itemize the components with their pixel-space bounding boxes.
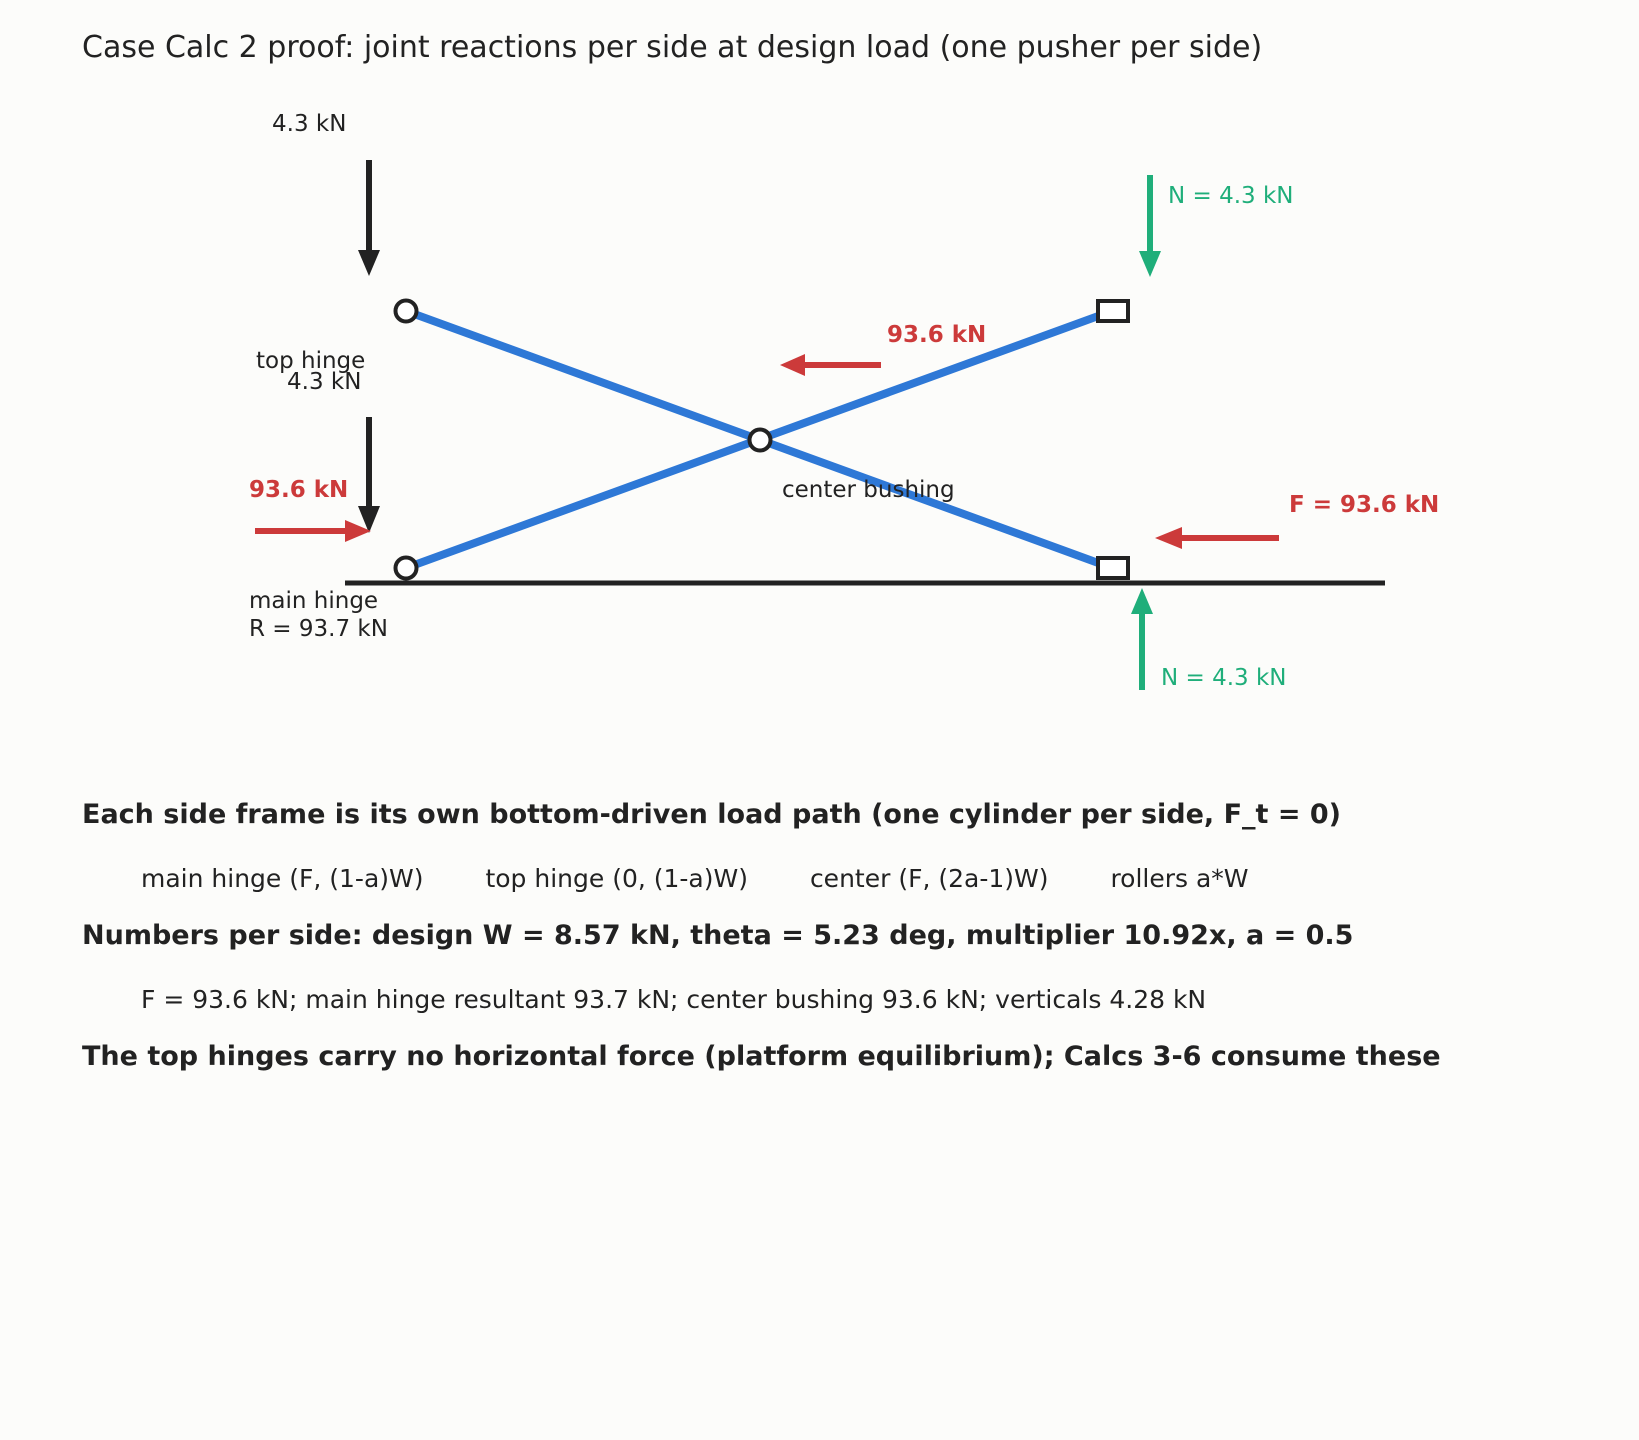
applied-force-label: F = 93.6 kN bbox=[1289, 492, 1440, 518]
notes-item-rollers: rollers a*W bbox=[1110, 864, 1249, 893]
center-force-arrow bbox=[780, 354, 881, 376]
applied-force-arrow bbox=[1155, 527, 1279, 549]
page-title: Case Calc 2 proof: joint reactions per side at design load (one pusher per side) bbox=[82, 30, 1263, 65]
notes-item-center: center (F, (2a-1)W) bbox=[809, 864, 1049, 893]
main-hinge-force-label: 93.6 kN bbox=[249, 477, 349, 503]
notes-item-main-hinge: main hinge (F, (1-a)W) bbox=[141, 864, 424, 893]
top-roller-normal-label: N = 4.3 kN bbox=[1168, 183, 1294, 209]
center-bushing-joint bbox=[750, 430, 771, 451]
bottom-roller-normal-label: N = 4.3 kN bbox=[1161, 665, 1287, 691]
main-hinge-force-arrow bbox=[255, 520, 371, 542]
bottom-vertical-load-arrow bbox=[358, 417, 380, 533]
top-roller-block bbox=[1098, 301, 1128, 321]
bottom-roller-normal-arrow bbox=[1131, 588, 1153, 690]
notes-line-1: Each side frame is its own bottom-driven load path (one cylinder per side, F_t = 0) bbox=[82, 799, 1341, 830]
notes-joint-items bbox=[141, 864, 1303, 893]
top-vertical-load-arrow bbox=[358, 160, 380, 276]
main-hinge-label: main hinge bbox=[249, 588, 379, 614]
bottom-roller-block bbox=[1098, 558, 1128, 578]
notes-item-top-hinge: top hinge (0, (1-a)W) bbox=[485, 864, 748, 893]
top-roller-normal-arrow bbox=[1139, 175, 1161, 277]
notes-values: F = 93.6 kN; main hinge resultant 93.7 kN; center bushing 93.6 kN; verticals 4.28 kN bbox=[141, 985, 1207, 1014]
top-vertical-load-label: 4.3 kN bbox=[272, 111, 347, 137]
top-hinge-label: top hinge bbox=[256, 348, 366, 374]
top-hinge-joint bbox=[396, 301, 417, 322]
center-bushing-label: center bushing bbox=[782, 477, 955, 503]
main-hinge-resultant-label: R = 93.7 kN bbox=[249, 616, 388, 642]
main-hinge-joint bbox=[396, 558, 417, 579]
notes-line-3: The top hinges carry no horizontal force (platform equilibrium); Calcs 3-6 consume these bbox=[82, 1041, 1441, 1072]
bottom-vertical-load-label: 4.3 kN bbox=[287, 369, 362, 395]
notes-line-2: Numbers per side: design W = 8.57 kN, theta = 5.23 deg, multiplier 10.92x, a = 0.5 bbox=[82, 920, 1354, 951]
center-force-label: 93.6 kN bbox=[887, 322, 987, 348]
